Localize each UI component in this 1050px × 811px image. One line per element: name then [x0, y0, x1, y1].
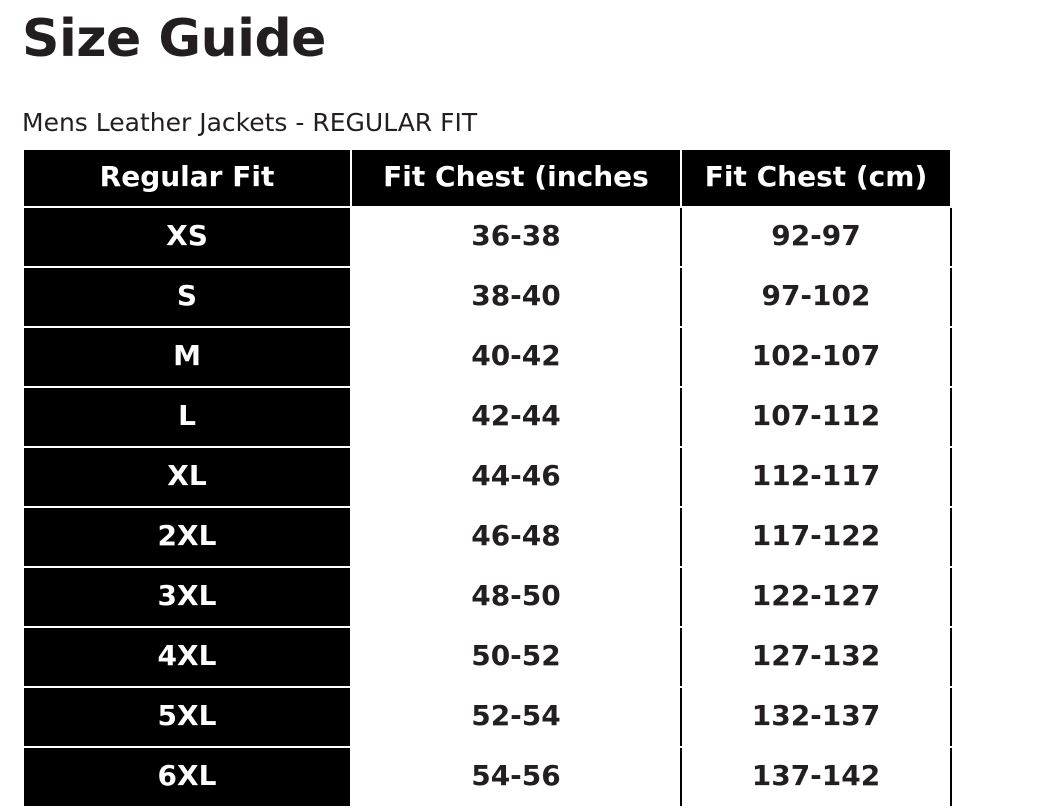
chest-cm-value: 137-142 — [681, 747, 951, 807]
table-row — [23, 267, 951, 327]
table-header — [23, 149, 951, 207]
size-label: XS — [23, 207, 351, 267]
size-label: XL — [23, 447, 351, 507]
size-label: 4XL — [23, 627, 351, 687]
table-row — [23, 207, 951, 267]
size-label: 6XL — [23, 747, 351, 807]
chest-inches-value: 54-56 — [351, 747, 681, 807]
size-chart-table — [22, 148, 952, 808]
chest-cm-value: 107-112 — [681, 387, 951, 447]
size-label: 5XL — [23, 687, 351, 747]
column-header-regular-fit: Regular Fit — [23, 149, 351, 207]
table-row — [23, 387, 951, 447]
table-row — [23, 447, 951, 507]
chest-inches-value: 40-42 — [351, 327, 681, 387]
chest-cm-value: 127-132 — [681, 627, 951, 687]
chest-cm-value: 112-117 — [681, 447, 951, 507]
chest-inches-value: 50-52 — [351, 627, 681, 687]
size-guide-page — [0, 10, 1050, 811]
chest-cm-value: 97-102 — [681, 267, 951, 327]
chest-cm-value: 132-137 — [681, 687, 951, 747]
column-header-fit-chest-cm: Fit Chest (cm) — [681, 149, 951, 207]
chest-inches-value: 48-50 — [351, 567, 681, 627]
chest-cm-value: 102-107 — [681, 327, 951, 387]
chest-inches-value: 46-48 — [351, 507, 681, 567]
chest-cm-value: 117-122 — [681, 507, 951, 567]
table-row — [23, 687, 951, 747]
size-label: 2XL — [23, 507, 351, 567]
chest-cm-value: 122-127 — [681, 567, 951, 627]
chest-inches-value: 52-54 — [351, 687, 681, 747]
section-subtitle: Mens Leather Jackets - REGULAR FIT — [22, 107, 478, 137]
table-row — [23, 327, 951, 387]
size-label: 3XL — [23, 567, 351, 627]
table-row — [23, 627, 951, 687]
size-label: S — [23, 267, 351, 327]
chest-inches-value: 38-40 — [351, 267, 681, 327]
page-title: Size Guide — [22, 9, 326, 69]
table-header-row — [23, 149, 951, 207]
chest-inches-value: 36-38 — [351, 207, 681, 267]
table-body — [23, 207, 951, 807]
table-row — [23, 567, 951, 627]
column-header-fit-chest-inches: Fit Chest (inches — [351, 149, 681, 207]
size-label: M — [23, 327, 351, 387]
chest-inches-value: 42-44 — [351, 387, 681, 447]
chest-inches-value: 44-46 — [351, 447, 681, 507]
table-row — [23, 747, 951, 807]
chest-cm-value: 92-97 — [681, 207, 951, 267]
size-label: L — [23, 387, 351, 447]
table-row — [23, 507, 951, 567]
